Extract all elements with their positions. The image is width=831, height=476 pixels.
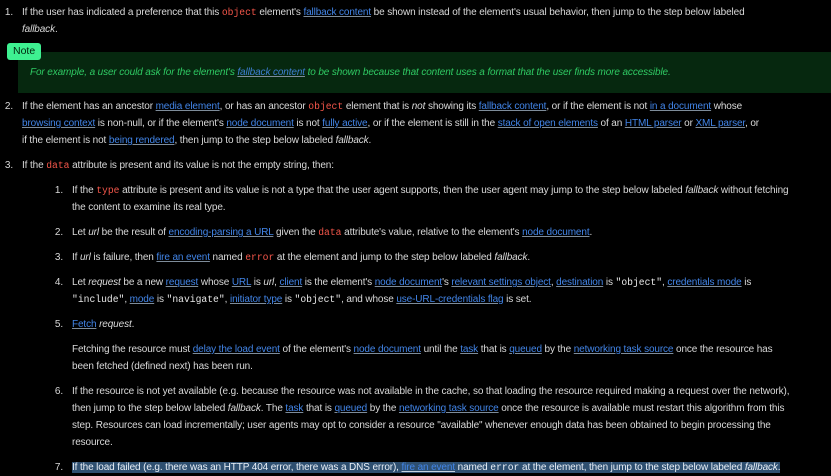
plain-text: named <box>454 462 491 473</box>
paragraph <box>30 64 819 81</box>
spec-link[interactable]: networking task source <box>573 344 674 355</box>
text-line-content <box>22 160 334 171</box>
list-marker: 4. <box>54 277 63 288</box>
spec-link[interactable]: request <box>165 277 199 288</box>
list-marker: 3. <box>54 252 63 263</box>
text-line-content <box>72 319 134 330</box>
plain-text: is <box>603 277 616 288</box>
text-line <box>72 291 831 308</box>
paragraph <box>72 459 831 476</box>
spec-link[interactable]: stack of open elements <box>497 118 598 129</box>
text-line <box>72 358 831 375</box>
spec-link[interactable]: client <box>279 277 303 288</box>
spec-link[interactable]: in a document <box>649 101 712 112</box>
text-line <box>72 249 831 266</box>
spec-link[interactable]: fully active <box>322 118 368 129</box>
text-line <box>72 459 831 476</box>
plain-text: be shown instead of the element's usual behavior, then jump to the step below labeled <box>371 7 745 18</box>
text-line-content <box>22 101 742 112</box>
text-line <box>72 199 831 216</box>
paragraph <box>22 157 831 174</box>
plain-text: is not <box>293 118 323 129</box>
plain-text: is set. <box>503 294 532 305</box>
list-item <box>0 249 831 266</box>
text-line-content <box>72 277 751 288</box>
code-text: error <box>490 462 520 473</box>
spec-link[interactable]: node document <box>522 227 590 238</box>
plain-text: If the element has an ancestor <box>22 101 156 112</box>
plain-text: , and whose <box>341 294 397 305</box>
spec-link[interactable]: node document <box>353 344 421 355</box>
plain-text: , or <box>745 118 760 129</box>
plain-text: , <box>124 294 130 305</box>
spec-link[interactable]: fire an event <box>401 462 455 473</box>
plain-text: If the <box>22 160 47 171</box>
paragraph <box>72 249 831 266</box>
paragraph <box>72 383 831 451</box>
italic-text: fallback <box>744 462 778 473</box>
text-line <box>22 132 831 149</box>
code-literal-text: "navigate" <box>166 294 225 305</box>
text-line-content <box>72 420 771 431</box>
plain-text: step. Resources can load incrementally; user agents may opt to consider a resource "available" whenever enough data has been obtained to begin processing the <box>72 420 771 431</box>
list-item <box>0 316 831 375</box>
text-line-content <box>30 67 671 78</box>
spec-link[interactable]: use-URL-credentials flag <box>396 294 504 305</box>
text-line <box>72 417 831 434</box>
list-item <box>0 98 831 149</box>
plain-text: to be shown because that content uses a format that the user finds more accessible. <box>304 67 671 78</box>
variable-text: request <box>99 319 132 330</box>
text-line-content <box>72 344 772 355</box>
text-line <box>72 341 831 358</box>
paragraph <box>72 341 831 375</box>
spec-link[interactable]: task <box>460 344 479 355</box>
plain-text: the content to examine its real type. <box>72 202 226 213</box>
list-marker: 5. <box>54 319 63 330</box>
text-line <box>72 400 831 417</box>
plain-text: if the element is not <box>22 135 109 146</box>
spec-link[interactable]: node document <box>374 277 443 288</box>
plain-text: If the <box>72 185 97 196</box>
paragraph <box>22 4 831 38</box>
list-item <box>0 157 831 174</box>
spec-link[interactable]: delay the load event <box>192 344 280 355</box>
note-label: Note <box>7 43 41 60</box>
text-line <box>22 21 831 38</box>
text-line <box>72 182 831 199</box>
text-line-content <box>72 462 780 473</box>
text-line <box>72 383 831 400</box>
spec-link[interactable]: browsing context <box>22 118 96 129</box>
plain-text: that is <box>478 344 510 355</box>
spec-link[interactable]: mode <box>129 294 155 305</box>
spec-link[interactable]: queued <box>334 403 368 414</box>
paragraph <box>22 98 831 149</box>
spec-link[interactable]: URL <box>231 277 252 288</box>
text-line-content <box>22 118 759 129</box>
plain-text: been fetched (defined next) has been run. <box>72 361 253 372</box>
plain-text: once the resource is available must restart this algorithm from this <box>498 403 785 414</box>
text-line-content <box>72 252 530 263</box>
spec-link[interactable]: networking task source <box>398 403 499 414</box>
text-line-content <box>72 185 788 196</box>
plain-text: then jump to the step below labeled <box>72 403 228 414</box>
plain-text: , or if the element is still in the <box>367 118 498 129</box>
list-item-highlighted <box>0 459 831 476</box>
list-marker: 6. <box>54 386 63 397</box>
plain-text: whose <box>711 101 743 112</box>
text-line-content <box>72 386 789 397</box>
plain-text: . <box>589 227 593 238</box>
list-item <box>0 274 831 308</box>
text-line-content <box>72 361 253 372</box>
list-item <box>0 383 831 451</box>
spec-link[interactable]: task <box>285 403 304 414</box>
spec-link[interactable]: node document <box>226 118 294 129</box>
italic-text: fallback <box>494 252 528 263</box>
plain-text: resource. <box>72 437 113 448</box>
spec-link[interactable]: credentials mode <box>667 277 742 288</box>
variable-text: request <box>88 277 121 288</box>
spec-link[interactable]: queued <box>509 344 542 355</box>
text-line <box>72 316 831 333</box>
plain-text: showing its <box>425 101 479 112</box>
italic-text: fallback <box>685 185 719 196</box>
plain-text: that is <box>303 403 335 414</box>
plain-text: be a new <box>120 277 166 288</box>
italic-text: fallback <box>335 135 369 146</box>
code-literal-text: "object" <box>294 294 342 305</box>
plain-text: of the element's <box>279 344 354 355</box>
plain-text: If the load failed (e.g. there was an HTTP 404 error, there was a DNS error), <box>72 462 402 473</box>
plain-text: is failure, then <box>90 252 157 263</box>
code-literal-text: "object" <box>615 277 663 288</box>
spec-link[interactable]: relevant settings object <box>451 277 551 288</box>
spec-link[interactable]: fallback content <box>237 67 305 78</box>
plain-text: element's <box>256 7 304 18</box>
plain-text: attribute is present and its value is not a type that the user agent supports, then the user agent may jump to the step below labeled <box>119 185 686 196</box>
paragraph <box>72 316 831 333</box>
italic-text: fallback <box>22 24 55 35</box>
plain-text: without fetching <box>718 185 789 196</box>
plain-text: is <box>154 294 167 305</box>
code-text: object <box>308 101 344 112</box>
plain-text: . The <box>260 403 286 414</box>
plain-text: , then jump to the step below labeled <box>174 135 336 146</box>
plain-text: attribute is present and its value is not the empty string, then: <box>69 160 334 171</box>
list-marker: 1. <box>4 7 13 18</box>
plain-text: . <box>777 462 781 473</box>
plain-text: be the result of <box>98 227 169 238</box>
list-marker: 1. <box>54 185 63 196</box>
spec-link[interactable]: fire an event <box>156 252 210 263</box>
spec-link[interactable]: HTML parser <box>624 118 682 129</box>
plain-text: , <box>662 277 668 288</box>
text-line-content <box>72 403 784 414</box>
text-line <box>22 115 831 132</box>
plain-text: If the user has indicated a preference that this <box>22 7 222 18</box>
text-line <box>22 157 831 174</box>
plain-text: Fetching the resource must <box>72 344 193 355</box>
spec-link[interactable]: fallback content <box>303 7 372 18</box>
plain-text: at the element and jump to the step below labeled <box>274 252 495 263</box>
spec-link[interactable]: initiator type <box>229 294 283 305</box>
text-line <box>22 98 831 115</box>
text-line <box>72 224 831 241</box>
text-line-content <box>72 227 592 238</box>
plain-text: by the <box>541 344 574 355</box>
plain-text: named <box>209 252 246 263</box>
plain-text: Let <box>72 227 89 238</box>
plain-text: is <box>282 294 295 305</box>
code-text: object <box>221 7 257 18</box>
plain-text: For example, a user could ask for the element's <box>30 67 238 78</box>
plain-text: is <box>741 277 752 288</box>
italic-text: not <box>411 101 426 112</box>
plain-text: 's <box>442 277 452 288</box>
spec-link[interactable]: fallback content <box>478 101 547 112</box>
variable-text: url <box>79 252 91 263</box>
paragraph <box>72 182 831 216</box>
plain-text: whose <box>198 277 232 288</box>
plain-text: If the resource is not yet available (e.g. because the resource was not available in the cache, so that loading the resource required making a request over the network), <box>72 386 790 397</box>
plain-text: If <box>72 252 80 263</box>
plain-text: of an <box>597 118 625 129</box>
plain-text: given the <box>273 227 319 238</box>
text-line-content <box>22 135 371 146</box>
plain-text: Let <box>72 277 89 288</box>
plain-text: . <box>368 135 372 146</box>
paragraph <box>72 224 831 241</box>
text-line-content <box>22 24 58 35</box>
plain-text: until the <box>420 344 461 355</box>
text-line-content <box>22 7 745 18</box>
text-line <box>72 434 831 451</box>
spec-link[interactable]: Fetch <box>72 319 97 330</box>
plain-text: . <box>131 319 135 330</box>
list-item <box>0 4 831 38</box>
spec-link[interactable]: XML parser <box>695 118 746 129</box>
paragraph <box>72 274 831 308</box>
variable-text: url <box>88 227 99 238</box>
list-item <box>0 182 831 216</box>
text-line <box>72 274 831 291</box>
code-text: data <box>318 227 342 238</box>
plain-text: is <box>251 277 264 288</box>
code-text: type <box>96 185 120 196</box>
list-item <box>0 224 831 241</box>
variable-text: url <box>263 277 275 288</box>
plain-text: at the element, then jump to the step below labeled <box>519 462 745 473</box>
list-marker: 2. <box>4 101 13 112</box>
code-text: data <box>46 160 70 171</box>
plain-text: is non-null, or if the element's <box>95 118 227 129</box>
note-callout <box>0 45 831 93</box>
text-line-content <box>72 202 225 213</box>
plain-text: or <box>681 118 696 129</box>
spec-link[interactable]: being rendered <box>108 135 175 146</box>
text-line-content <box>72 437 113 448</box>
plain-text: is the element's <box>302 277 375 288</box>
italic-text: fallback <box>227 403 261 414</box>
spec-link[interactable]: encoding-parsing a URL <box>168 227 274 238</box>
list-marker: 7. <box>54 462 63 473</box>
plain-text: . <box>527 252 531 263</box>
text-line-content <box>72 294 531 305</box>
spec-link[interactable]: media element <box>155 101 220 112</box>
text-line <box>30 64 819 81</box>
list-marker: 3. <box>4 160 13 171</box>
spec-link[interactable]: destination <box>556 277 604 288</box>
text-line <box>22 4 831 21</box>
plain-text: element that is <box>343 101 412 112</box>
code-text: error <box>245 252 275 263</box>
list-marker: 2. <box>54 227 63 238</box>
plain-text: , or has an ancestor <box>219 101 309 112</box>
plain-text: by the <box>367 403 399 414</box>
code-literal-text: "include" <box>72 294 125 305</box>
plain-text: , <box>550 277 557 288</box>
plain-text: , or if the element is not <box>546 101 650 112</box>
note-box <box>18 52 831 93</box>
plain-text: , <box>274 277 280 288</box>
plain-text: . <box>54 24 58 35</box>
plain-text: once the resource has <box>673 344 773 355</box>
plain-text: attribute's value, relative to the element's <box>341 227 523 238</box>
plain-text: , <box>224 294 230 305</box>
